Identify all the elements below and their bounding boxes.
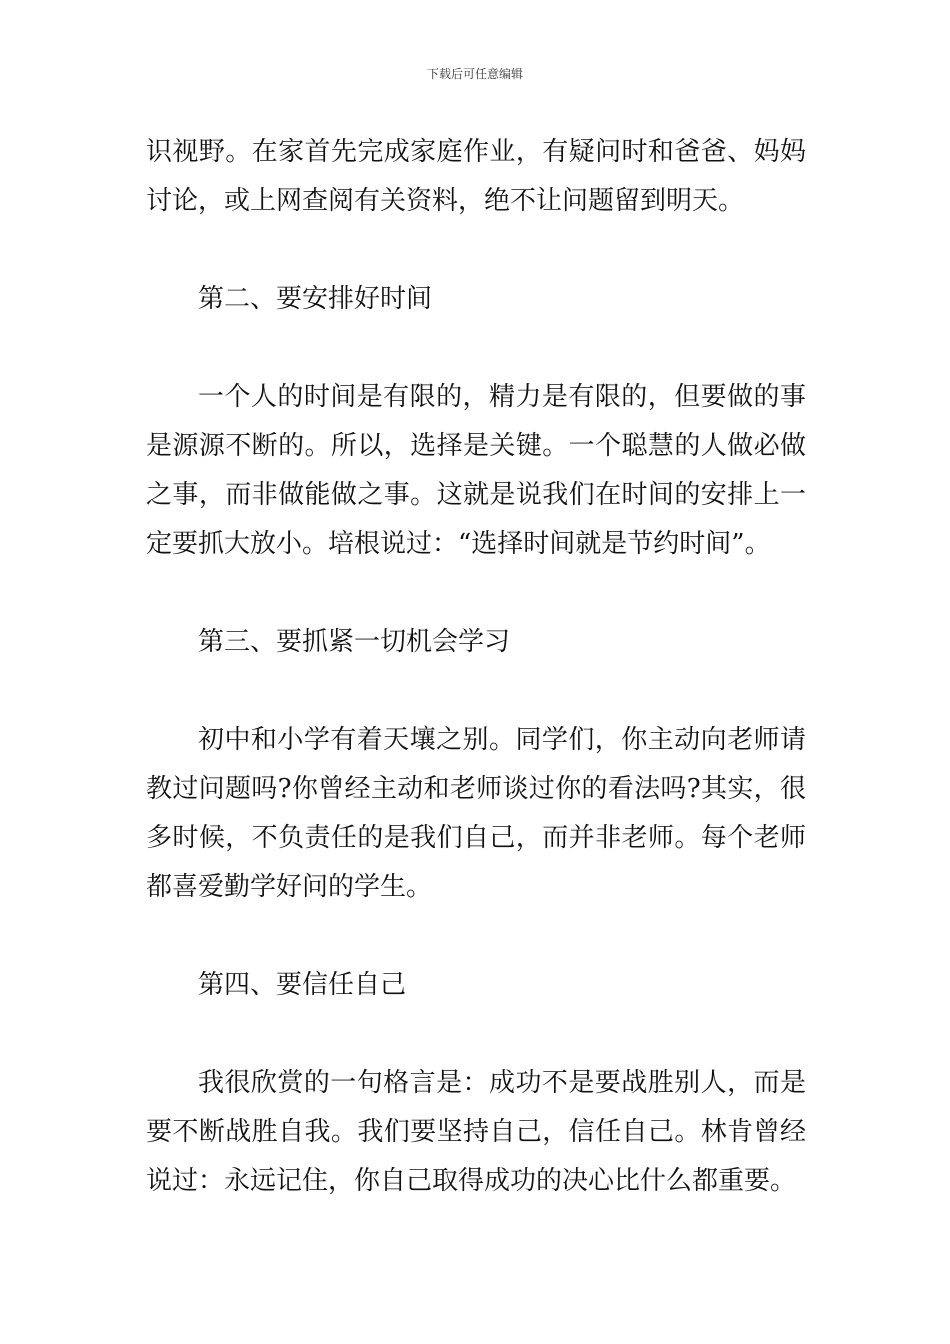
paragraph-spacer xyxy=(146,324,806,373)
paragraph-continued: 识视野。在家首先完成家庭作业，有疑问时和爸爸、妈妈讨论，或上网查阅有关资料，绝不让问题留到明天。 xyxy=(146,137,806,216)
paragraph-spacer xyxy=(146,667,806,716)
paragraph-spacer xyxy=(146,226,806,275)
section-3-heading: 第三、要抓紧一切机会学习 xyxy=(198,627,511,657)
section-2-heading: 第二、要安排好时间 xyxy=(198,284,433,314)
section-2-body: 一个人的时间是有限的，精力是有限的，但要做的事是源源不断的。所以，选择是关键。一个聪慧的人做必做之事，而非做能做之事。这就是说我们在时间的安排上一定要抓大放小。培根说过：“选择时间就是节约时间”。 xyxy=(146,382,806,559)
paragraph-spacer xyxy=(146,912,806,961)
document-body xyxy=(146,128,806,1206)
section-3-body: 初中和小学有着天壤之别。同学们，你主动向老师请教过问题吗?你曾经主动和老师谈过你的看法吗?其实，很多时候，不负责任的是我们自己，而并非老师。每个老师都喜爱勤学好问的学生。 xyxy=(146,725,806,902)
page-header-note: 下载后可任意编辑 xyxy=(426,67,523,81)
paragraph-spacer xyxy=(146,1010,806,1059)
section-4-heading: 第四、要信任自己 xyxy=(198,970,407,1000)
section-4-body: 我很欣赏的一句格言是：成功不是要战胜别人，而是要不断战胜自我。我们要坚持自己，信任自己。林肯曾经说过：永远记住，你自己取得成功的决心比什么都重要。 xyxy=(146,1068,806,1196)
paragraph-spacer xyxy=(146,569,806,618)
